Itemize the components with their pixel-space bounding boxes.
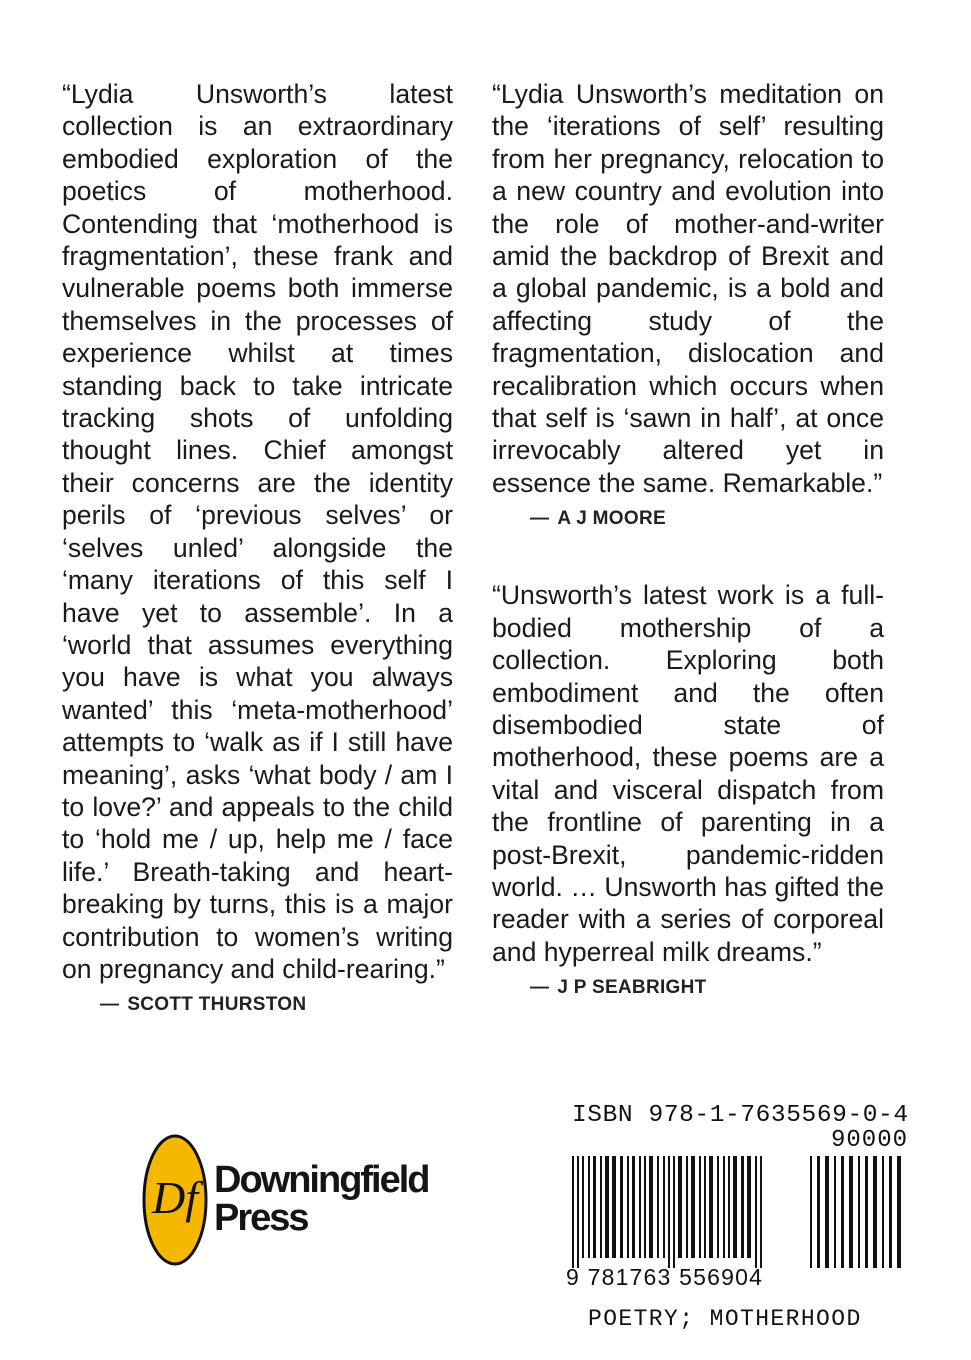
review-quote-moore: “Lydia Unsworth’s meditation on the ‘iterations of self’ resulting from her pregnancy, relocation to a new country and evolution into the role of mother-and-writer amid the backdrop of Brexit and a global pandemic, is a bold and affecting study of the fragmentation, dislocation and recalibration which occurs when that self is ‘sawn in half’, at once irrevocably altered yet in essence the same. Remarkable.” (492, 79, 884, 498)
barcode-bar (663, 1156, 665, 1258)
left-review-column (62, 78, 453, 1017)
monogram-text: Df (152, 1172, 198, 1223)
barcode-bar (649, 1156, 653, 1258)
barcode-bar (755, 1156, 757, 1268)
barcode-bar (678, 1156, 682, 1258)
barcode-bar (668, 1156, 670, 1268)
barcode-bar (639, 1156, 641, 1258)
barcode-supplement-bar (882, 1156, 884, 1268)
barcode-bar (733, 1156, 737, 1258)
barcode-supplement-bar (825, 1156, 829, 1268)
barcode-supplement-bar (810, 1156, 812, 1268)
barcode-supplement-bar (841, 1156, 844, 1268)
attribution-dash: — (530, 977, 550, 999)
isbn-label: ISBN 978-1-7635569-0-4 (572, 1102, 909, 1129)
barcode-supplement-bar (897, 1156, 901, 1268)
barcode-bar (605, 1156, 609, 1258)
publisher-monogram-icon (142, 1133, 208, 1268)
barcode-bar (620, 1156, 623, 1258)
barcode-supplement-bar (873, 1156, 877, 1268)
publisher-name-line2: Press (214, 1197, 308, 1239)
barcode-supplement-bar (858, 1156, 860, 1268)
barcode-bar (723, 1156, 725, 1258)
barcode-digits: 9 781763 556904 (566, 1264, 764, 1290)
barcode-bar (686, 1156, 688, 1258)
publisher-name-line1: Downingfield (214, 1159, 429, 1201)
attribution-dash: — (100, 994, 120, 1016)
barcode-bar (612, 1156, 616, 1258)
review-attribution-seabright (492, 976, 884, 1000)
barcode-supplement-bar (889, 1156, 892, 1268)
barcode-bar (691, 1156, 695, 1258)
barcode-bar (593, 1156, 596, 1258)
barcode-bar (704, 1156, 706, 1258)
subject-category: POETRY; MOTHERHOOD (588, 1306, 862, 1332)
review-attribution-thurston (62, 993, 453, 1017)
barcode-bars (564, 1156, 908, 1268)
review-quote-seabright: “Unsworth’s latest work is a full-bodied mothership of a collection. Exploring both embodiment and the often disembodied state of motherhood, these poems are a vital and visceral dispatch from the frontline of parenting in a post-Brexit, pandemic-ridden world. … Unsworth has gifted the reader with a series of corporeal and hyperreal milk dreams.” (492, 580, 884, 967)
barcode-bar (582, 1156, 584, 1258)
reviewer-name: A J MOORE (557, 508, 666, 530)
barcode-bar (577, 1156, 579, 1268)
barcode-bar (728, 1156, 730, 1258)
review-quote-thurston: “Lydia Unsworth’s latest collection is an extraordinary embodied exploration of the poetics of motherhood. Contending that ‘motherhood is fragmentation’, these frank and vulnerable poems both immerse themselves in the processes of experience whilst at times standing back to take intricate tracking shots of unfolding thought lines. Chief amongst their concerns are the identity perils of ‘previous selves’ or ‘selves unled’ alongside the ‘many iterations of this self I have yet to assemble’. In a ‘world that assumes everything you have is what you always wanted’ this ‘meta-motherhood’ attempts to ‘walk as if I still have meaning’, asks ‘what body / am I to love?’ and appeals to the child to ‘hold me / up, help me / face life.’ Breath-taking and heart-breaking by turns, this is a major contribution to women’s writing on pregnancy and child-rearing.” (62, 79, 453, 984)
reviewer-name: SCOTT THURSTON (127, 994, 307, 1016)
barcode-bar (588, 1156, 590, 1258)
right-review-column (492, 78, 884, 1000)
barcode-bar (709, 1156, 713, 1258)
barcode-bar (600, 1156, 602, 1258)
barcode-bar (632, 1156, 635, 1258)
barcode-bar (741, 1156, 744, 1258)
barcode-bar (717, 1156, 719, 1258)
barcode-supplement-bar (817, 1156, 820, 1268)
review-attribution-moore (492, 507, 884, 531)
barcode-supplement-bar (865, 1156, 868, 1268)
barcode-bar (760, 1156, 762, 1268)
barcode-bar (572, 1156, 574, 1268)
reviewer-name: J P SEABRIGHT (557, 977, 707, 999)
barcode-bar (699, 1156, 701, 1258)
barcode-bar (644, 1156, 646, 1258)
attribution-dash: — (530, 508, 550, 530)
barcode-bar (627, 1156, 629, 1258)
barcode-bar (657, 1156, 659, 1258)
barcode-bar (747, 1156, 751, 1258)
barcode-bar (673, 1156, 675, 1268)
publisher-logo (142, 1133, 462, 1268)
barcode-supplement-bar (834, 1156, 836, 1268)
price-code: 90000 (830, 1127, 908, 1154)
barcode-supplement-bar (849, 1156, 853, 1268)
publisher-name (214, 1161, 429, 1237)
